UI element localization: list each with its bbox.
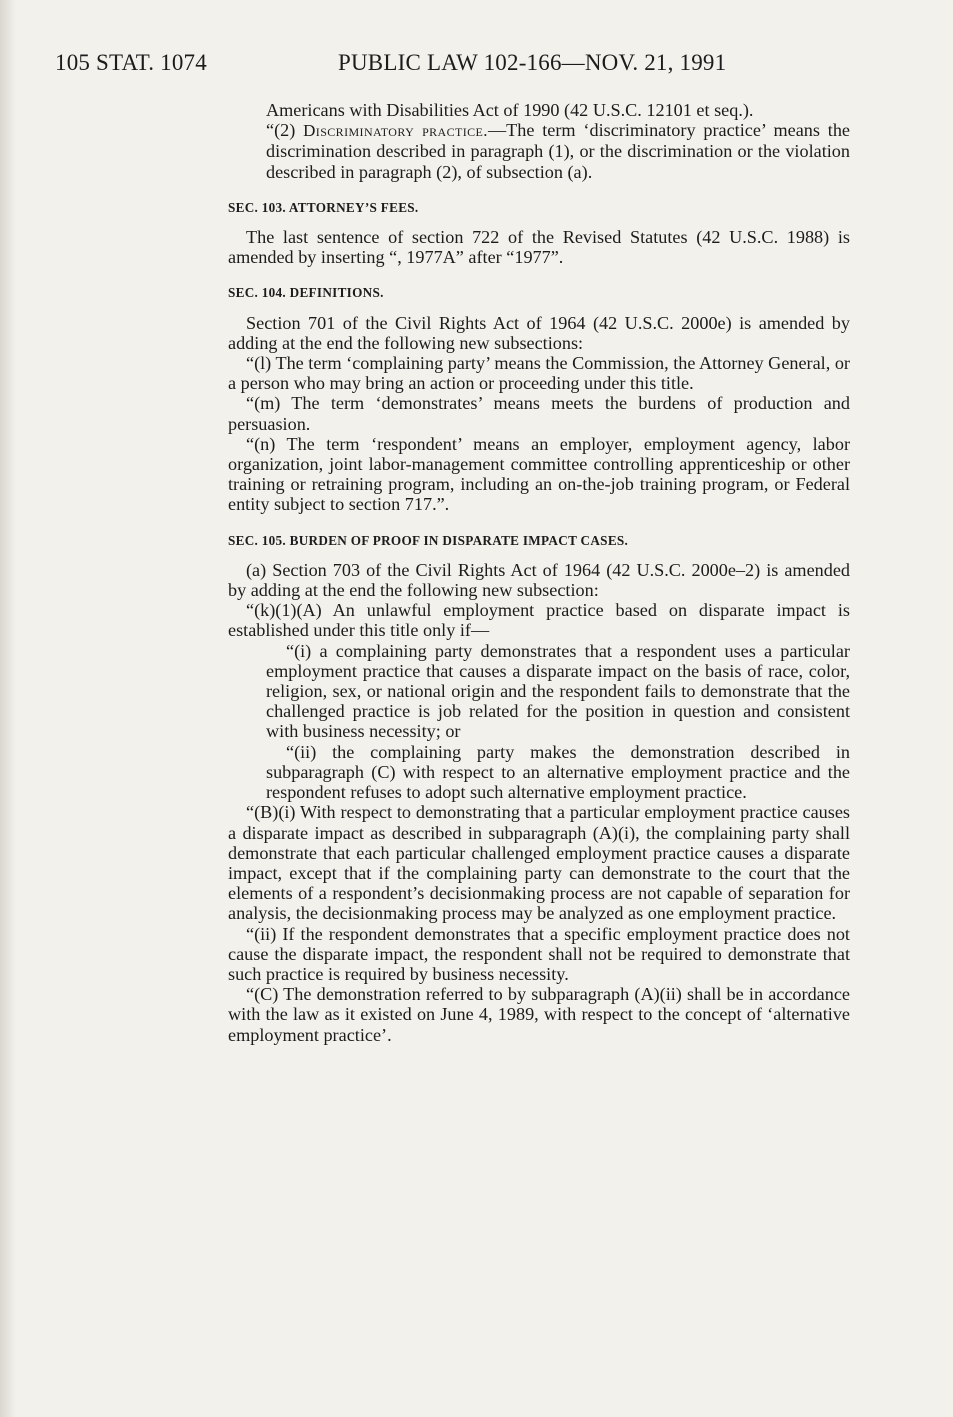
section-103-heading: SEC. 103. ATTORNEY’S FEES. [228, 199, 419, 215]
section-105-subsection-a: (a) Section 703 of the Civil Rights Act of 1964 (42 U.S.C. 2000e–2) is amended by adding at the end the following new subsection: [228, 559, 850, 601]
statute-body [228, 100, 850, 1045]
section-105-heading: SEC. 105. BURDEN OF PROOF IN DISPARATE IMPACT CASES. [228, 532, 629, 548]
definition-n: “(n) The term ‘respondent’ means an employer, employment agency, labor organization, joint labor-management committee controlling apprenticeship or other training or retraining program, including an on-the-job training program, or Federal entity subject to section 717.”. [228, 433, 850, 515]
definition-m: “(m) The term ‘demonstrates’ means meets the burdens of production and persuasion. [228, 393, 850, 434]
subparagraph-C: “(C) The demonstration referred to by subparagraph (A)(ii) shall be in accordance with the law as it existed on June 4, 1989, with respect to the concept of ‘alternative employment practice’. [228, 984, 850, 1045]
definition-l: “(l) The term ‘complaining party’ means the Commission, the Attorney General, or a person who may bring an action or proceeding under this title. [228, 353, 850, 394]
page-header [55, 50, 845, 84]
definition-paragraph-2 [228, 120, 850, 182]
clause-B-i: “(B)(i) With respect to demonstrating that a particular employment practice causes a disparate impact as described in subparagraph (A)(i), the complaining party shall demonstrate that each particular challenged employment practice causes a disparate impact, except that if the complaining party can demonstrate to the court that the elements of a respondent’s decisionmaking process are not capable of separation for analysis, the decisionmaking process may be analyzed as one employment practice. [228, 802, 850, 924]
defined-term: Discriminatory practice. [303, 121, 488, 141]
clause-A-i: “(i) a complaining party demonstrates that a respondent uses a particular employment practice that causes a disparate impact on the basis of race, color, religion, sex, or national origin and the respondent fails to demonstrate that the challenged practice is job related for the position in question and consistent with business necessity; or [266, 640, 850, 742]
section-104-heading: SEC. 104. DEFINITIONS. [228, 285, 384, 301]
stat-page-number: 105 STAT. 1074 [55, 50, 207, 75]
section-103-text: The last sentence of section 722 of the Revised Statutes (42 U.S.C. 1988) is amended by inserting “, 1977A” after “1977”. [228, 227, 850, 268]
clause-B-ii: “(ii) If the respondent demonstrates that a specific employment practice does not cause the disparate impact, the respondent shall not be required to demonstrate that such practice is required by business necessity. [228, 923, 850, 984]
scan-edge-shadow [0, 0, 16, 1417]
definition-text: —The term ‘discriminatory practice’ means the discrimination described in paragraph (1), or the discrimination or the violation described in paragraph (2), of subsection (a). [266, 120, 850, 182]
ada-reference: Americans with Disabilities Act of 1990 (42 U.S.C. 12101 et seq.). [266, 100, 754, 120]
paragraph-number: “(2) [266, 120, 304, 141]
clause-A-ii: “(ii) the complaining party makes the demonstration described in subparagraph (C) with respect to an alternative employment practice and the respondent refuses to adopt such alternative employment practice. [266, 741, 850, 803]
subsection-k-1-A: “(k)(1)(A) An unlawful employment practice based on disparate impact is established under this title only if— [228, 600, 850, 641]
section-104-intro: Section 701 of the Civil Rights Act of 1964 (42 U.S.C. 2000e) is amended by adding at the end the following new subsections: [228, 312, 850, 353]
public-law-title: PUBLIC LAW 102-166—NOV. 21, 1991 [338, 50, 727, 75]
